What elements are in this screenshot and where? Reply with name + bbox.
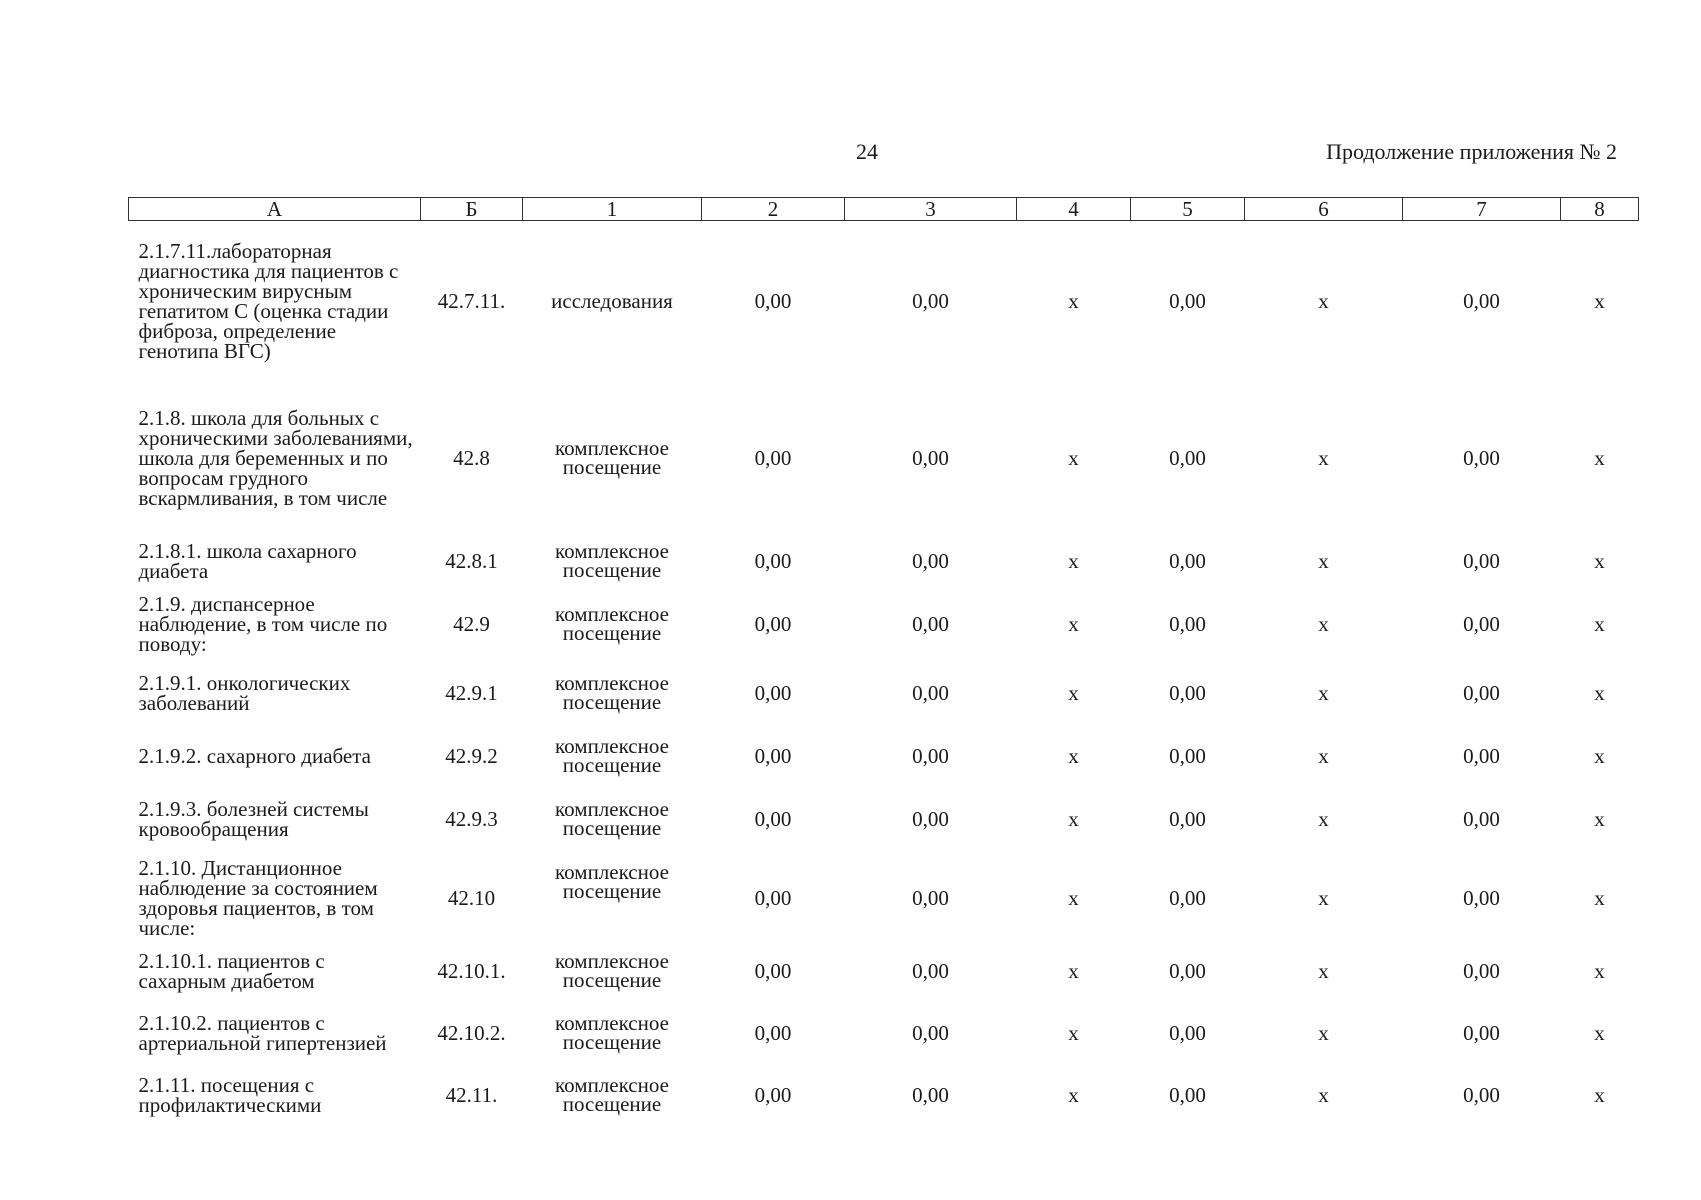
column-header: 6	[1245, 198, 1403, 221]
column-header: 5	[1131, 198, 1245, 221]
cell-value: 0,00	[1169, 958, 1206, 983]
table-row	[129, 997, 1639, 1069]
cell-value: 0,00	[1169, 612, 1206, 636]
cell-value: 0,00	[912, 958, 949, 983]
row-unit: комплексное посещение	[555, 859, 669, 903]
cell-value: х	[1068, 744, 1079, 768]
cell-value: 0,00	[1169, 744, 1206, 768]
cell-value: 0,00	[1463, 885, 1500, 910]
cell-value: 0,00	[1169, 1082, 1206, 1107]
row-code: 42.8.1	[445, 548, 498, 573]
row-code: 42.11.	[445, 1082, 498, 1107]
cell-value: х	[1068, 807, 1079, 831]
row-name: 2.1.8.1. школа сахарного диабета	[138, 538, 357, 583]
table-row	[129, 382, 1639, 535]
cell-value: х	[1318, 958, 1329, 983]
row-unit: комплексное посещение	[555, 1010, 669, 1054]
cell-value: х	[1318, 885, 1329, 910]
cell-value: 0,00	[1463, 681, 1500, 705]
cell-value: х	[1594, 807, 1605, 831]
column-header: 3	[845, 198, 1017, 221]
row-code: 42.9	[453, 612, 490, 636]
appendix-table	[128, 197, 1639, 1121]
column-header: 8	[1561, 198, 1639, 221]
row-name: 2.1.9.2. сахарного диабета	[138, 744, 371, 768]
cell-value: 0,00	[754, 1020, 792, 1045]
cell-value: х	[1068, 289, 1079, 314]
table-header-row	[129, 198, 1639, 221]
cell-value: х	[1594, 681, 1605, 705]
cell-value: 0,00	[912, 446, 949, 470]
table-row	[129, 221, 1639, 382]
row-code: 42.7.11.	[437, 289, 506, 314]
cell-value: х	[1068, 885, 1079, 910]
cell-value: х	[1318, 681, 1329, 705]
row-name: 2.1.8. школа для больных с хроническими заболеваниями, школа для беременных и по вопросам грудного вскармливания, в том числе	[138, 406, 413, 510]
row-code: 42.9.1	[445, 681, 498, 705]
row-name: 2.1.7.11.лабораторная диагностика для пациентов с хроническим вирусным гепатитом С (оценка стадии фиброза, определение генотипа ВГС)	[138, 239, 399, 364]
row-code: 42.10.1.	[437, 958, 506, 983]
row-unit: комплексное посещение	[555, 436, 669, 479]
row-name: 2.1.10.1. пациентов с сахарным диабетом	[138, 948, 325, 993]
table-row	[129, 725, 1639, 788]
cell-value: 0,00	[1169, 681, 1206, 705]
cell-value: х	[1318, 612, 1329, 636]
cell-value: 0,00	[754, 807, 792, 831]
cell-value: х	[1068, 1020, 1079, 1045]
cell-value: 0,00	[1169, 289, 1206, 314]
cell-value: х	[1594, 744, 1605, 768]
column-header: 1	[523, 198, 702, 221]
cell-value: х	[1594, 548, 1605, 573]
table-row	[129, 587, 1639, 662]
row-name: 2.1.9.3. болезней системы кровообращения	[138, 797, 369, 841]
row-unit: комплексное посещение	[555, 602, 669, 645]
row-code: 42.9.2	[445, 744, 498, 768]
cell-value: х	[1068, 958, 1079, 983]
row-name: 2.1.9.1. онкологических заболеваний	[138, 671, 351, 715]
cell-value: х	[1318, 807, 1329, 831]
cell-value: 0,00	[912, 744, 949, 768]
cell-value: 0,00	[1463, 958, 1500, 983]
cell-value: 0,00	[754, 1082, 792, 1107]
table-row	[129, 945, 1639, 997]
cell-value: 0,00	[754, 681, 792, 705]
cell-value: 0,00	[1169, 1020, 1206, 1045]
cell-value: 0,00	[1169, 548, 1206, 573]
cell-value: х	[1068, 548, 1079, 573]
cell-value: 0,00	[754, 289, 792, 314]
cell-value: 0,00	[754, 548, 792, 573]
cell-value: х	[1594, 958, 1605, 983]
cell-value: х	[1068, 446, 1079, 470]
table-row	[129, 1069, 1639, 1121]
row-name: 2.1.11. посещения с профилактическими	[138, 1072, 322, 1117]
cell-value: х	[1068, 1082, 1079, 1107]
cell-value: 0,00	[1463, 807, 1500, 831]
row-unit: комплексное посещение	[555, 734, 669, 777]
cell-value: 0,00	[1169, 807, 1206, 831]
table-row	[129, 662, 1639, 725]
cell-value: х	[1318, 548, 1329, 573]
column-header: 7	[1403, 198, 1561, 221]
row-unit: комплексное посещение	[555, 671, 669, 714]
page-number: 24	[856, 139, 878, 164]
column-header: 2	[702, 198, 845, 221]
cell-value: 0,00	[912, 1082, 949, 1107]
cell-value: х	[1068, 681, 1079, 705]
row-unit: комплексное посещение	[555, 1072, 669, 1116]
table-row	[129, 535, 1639, 587]
row-code: 42.10	[447, 885, 496, 910]
row-name: 2.1.10.2. пациентов с артериальной гипертензией	[138, 1010, 387, 1055]
cell-value: х	[1068, 612, 1079, 636]
row-name: 2.1.9. диспансерное наблюдение, в том числе по поводу:	[138, 592, 388, 656]
cell-value: 0,00	[1169, 885, 1206, 910]
cell-value: 0,00	[1463, 289, 1500, 314]
cell-value: 0,00	[754, 612, 792, 636]
cell-value: х	[1594, 1020, 1605, 1045]
table-row	[129, 788, 1639, 851]
cell-value: х	[1594, 1082, 1605, 1107]
cell-value: 0,00	[1169, 446, 1206, 470]
cell-value: 0,00	[912, 289, 949, 314]
cell-value: 0,00	[754, 446, 792, 470]
cell-value: 0,00	[912, 548, 949, 573]
cell-value: 0,00	[1463, 744, 1500, 768]
cell-value: 0,00	[1463, 548, 1500, 573]
row-unit: исследования	[551, 288, 673, 313]
cell-value: 0,00	[912, 681, 949, 705]
row-code: 42.9.3	[445, 807, 498, 831]
cell-value: 0,00	[1463, 446, 1500, 470]
cell-value: х	[1594, 612, 1605, 636]
row-code: 42.10.2.	[437, 1020, 506, 1045]
appendix-continuation-heading: Продолжение приложения № 2	[1326, 139, 1617, 164]
row-unit: комплексное посещение	[555, 948, 669, 992]
cell-value: 0,00	[912, 885, 949, 910]
cell-value: х	[1594, 446, 1605, 470]
column-header: 4	[1017, 198, 1131, 221]
row-code: 42.8	[453, 446, 490, 470]
cell-value: х	[1594, 885, 1605, 910]
cell-value: х	[1318, 1082, 1329, 1107]
cell-value: 0,00	[754, 885, 792, 910]
column-header: Б	[421, 198, 523, 221]
cell-value: х	[1318, 744, 1329, 768]
cell-value: 0,00	[1463, 612, 1500, 636]
row-name: 2.1.10. Дистанционное наблюдение за состоянием здоровья пациентов, в том числе:	[138, 855, 378, 940]
cell-value: 0,00	[912, 807, 949, 831]
column-header: А	[129, 198, 421, 221]
row-unit: комплексное посещение	[555, 538, 669, 582]
cell-value: 0,00	[1463, 1020, 1500, 1045]
cell-value: х	[1318, 1020, 1329, 1045]
cell-value: х	[1318, 446, 1329, 470]
cell-value: х	[1594, 289, 1605, 314]
cell-value: 0,00	[754, 958, 792, 983]
cell-value: 0,00	[754, 744, 792, 768]
cell-value: х	[1318, 289, 1329, 314]
row-unit: комплексное посещение	[555, 797, 669, 840]
cell-value: 0,00	[912, 1020, 949, 1045]
table-row	[129, 851, 1639, 945]
cell-value: 0,00	[1463, 1082, 1500, 1107]
cell-value: 0,00	[912, 612, 949, 636]
